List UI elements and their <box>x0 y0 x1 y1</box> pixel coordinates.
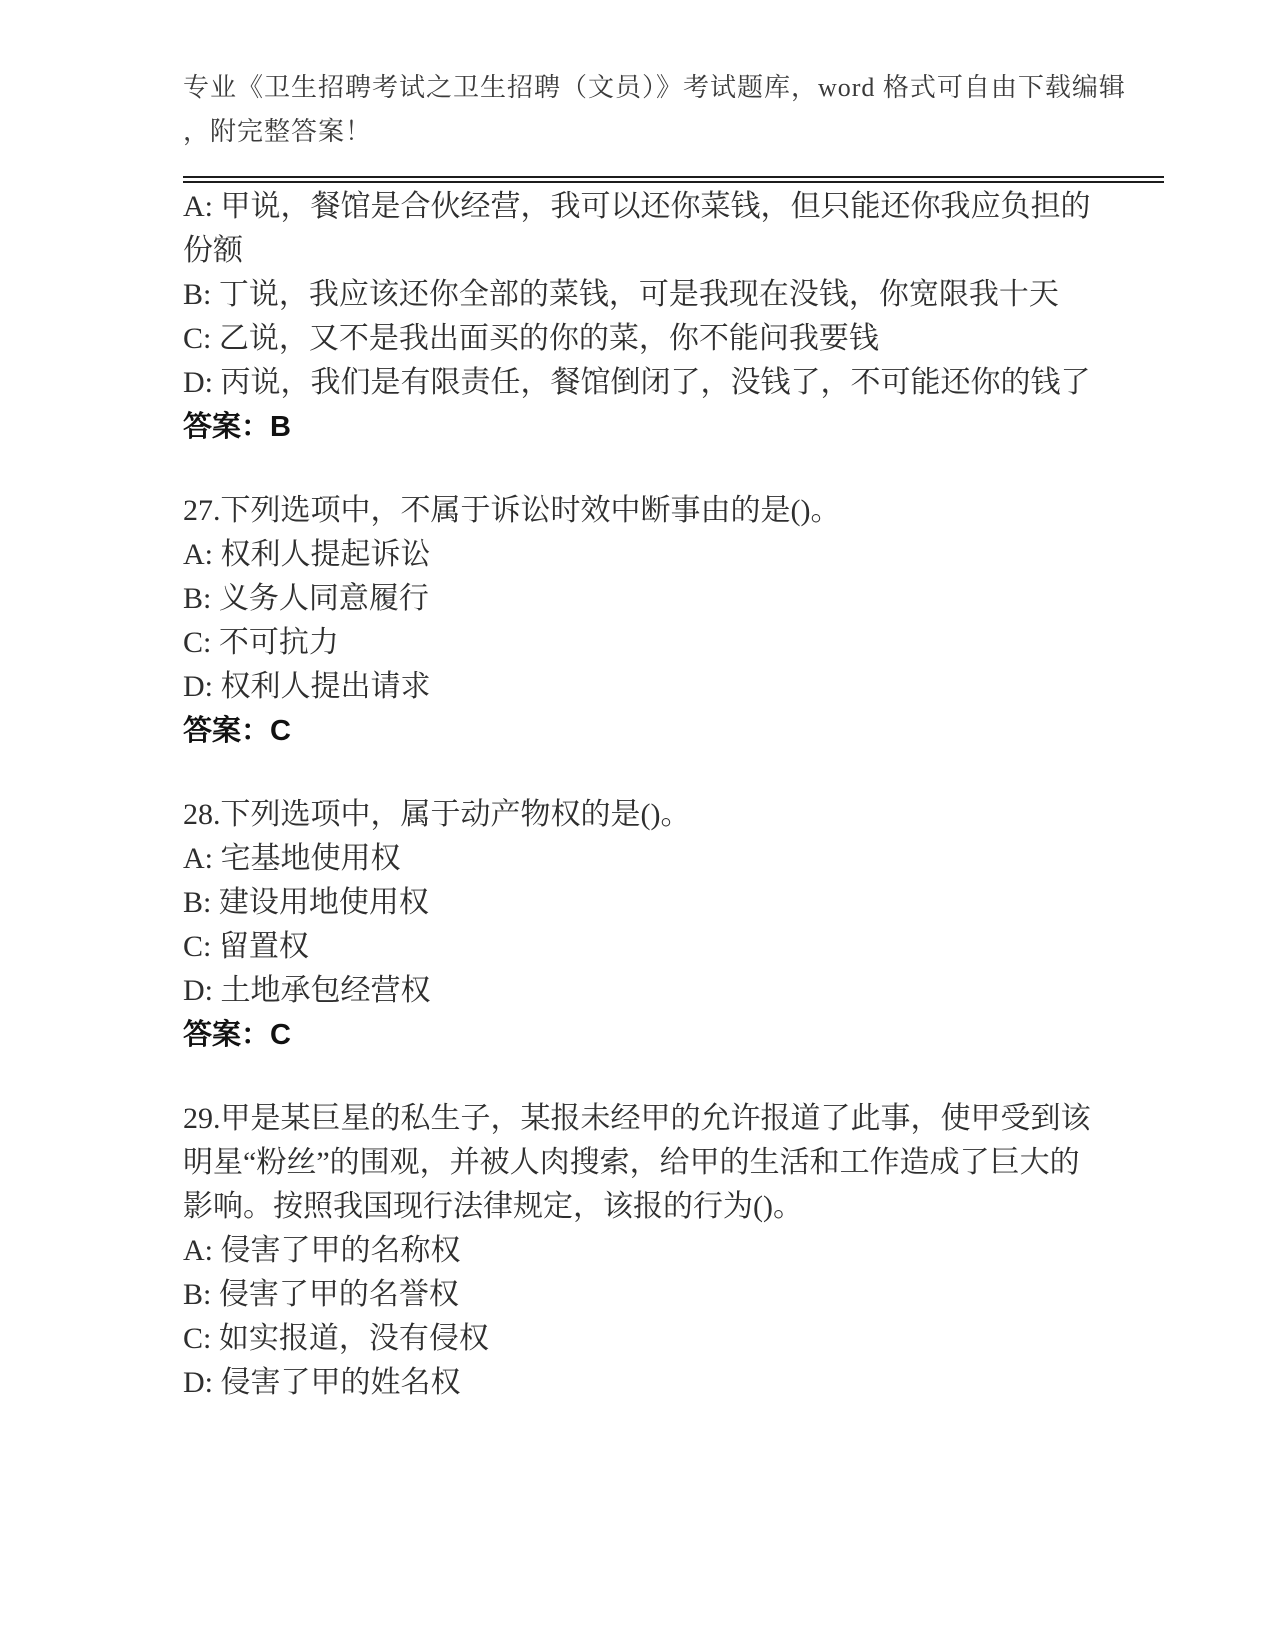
question-27-option-d: D: 权利人提出请求 <box>183 670 431 703</box>
question-28-option-d: D: 土地承包经营权 <box>183 974 431 1007</box>
question-29-option-a: A: 侵害了甲的名称权 <box>183 1234 461 1267</box>
question-26-option-a: A: 甲说，餐馆是合伙经营，我可以还你菜钱，但只能还你我应负担的份额 <box>183 190 1091 267</box>
question-27-option-a: A: 权利人提起诉讼 <box>183 538 431 571</box>
question-28-answer: 答案：C <box>183 1019 291 1051</box>
question-28-option-b: B: 建设用地使用权 <box>183 886 429 919</box>
question-29-option-d: D: 侵害了甲的姓名权 <box>183 1366 461 1399</box>
question-26-continuation <box>183 185 1103 449</box>
question-29-option-c: C: 如实报道，没有侵权 <box>183 1322 489 1355</box>
question-28-stem: 28.下列选项中，属于动产物权的是()。 <box>183 798 691 831</box>
question-27-answer: 答案：C <box>183 715 291 747</box>
header-double-rule <box>183 176 1164 183</box>
question-27-stem: 27.下列选项中，不属于诉讼时效中断事由的是()。 <box>183 494 841 527</box>
question-29-option-b: B: 侵害了甲的名誉权 <box>183 1278 459 1311</box>
question-27-option-c: C: 不可抗力 <box>183 626 339 659</box>
question-26-option-d: D: 丙说，我们是有限责任，餐馆倒闭了，没钱了，不可能还你的钱了 <box>183 366 1091 399</box>
page-header <box>183 66 1126 183</box>
question-28-block <box>183 793 1103 1057</box>
question-28-option-c: C: 留置权 <box>183 930 309 963</box>
header-text-line-2: ，附完整答案！ <box>183 117 373 146</box>
question-26-option-c: C: 乙说，又不是我出面买的你的菜，你不能问我要钱 <box>183 322 879 355</box>
question-27-option-b: B: 义务人同意履行 <box>183 582 429 615</box>
question-26-answer: 答案：B <box>183 411 291 443</box>
question-26-option-b: B: 丁说，我应该还你全部的菜钱，可是我现在没钱，你宽限我十天 <box>183 278 1059 311</box>
header-text-line-1: 专业《卫生招聘考试之卫生招聘（文员）》考试题库，word 格式可自由下载编辑 <box>183 73 1126 102</box>
question-28-option-a: A: 宅基地使用权 <box>183 842 401 875</box>
question-29-block <box>183 1097 1103 1405</box>
question-27-block <box>183 489 1103 753</box>
question-29-stem: 29.甲是某巨星的私生子，某报未经甲的允许报道了此事，使甲受到该明星“粉丝”的围观，并被人肉搜索，给甲的生活和工作造成了巨大的影响。按照我国现行法律规定，该报的行为()。 <box>183 1102 1091 1223</box>
